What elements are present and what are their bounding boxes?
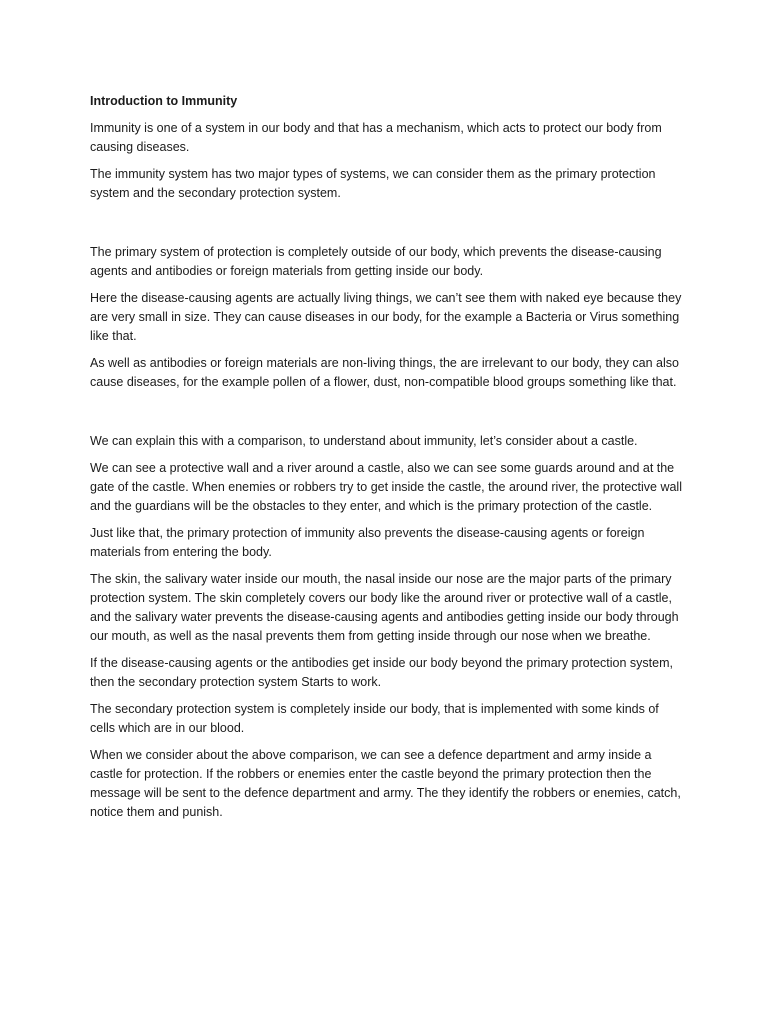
section-spacer <box>90 400 682 432</box>
paragraph: When we consider about the above comparison, we can see a defence department and army inside a castle for protection. If the robbers or enemies enter the castle beyond the primary protection then the message will be sent to the defence department and army. The they identify the robbers or enemies, catch, notice them and punish. <box>90 748 681 819</box>
paragraph: The immunity system has two major types of systems, we can consider them as the primary protection system and the secondary protection system. <box>90 167 656 200</box>
paragraph: If the disease-causing agents or the antibodies get inside our body beyond the primary protection system, then the secondary protection system Starts to work. <box>90 656 673 689</box>
paragraph: Immunity is one of a system in our body and that has a mechanism, which acts to protect our body from causing diseases. <box>90 121 662 154</box>
paragraph: As well as antibodies or foreign materials are non-living things, the are irrelevant to our body, they can also cause diseases, for the example pollen of a flower, dust, non-compatible blood groups something like that. <box>90 356 679 389</box>
paragraph: The primary system of protection is completely outside of our body, which prevents the disease-causing agents and antibodies or foreign materials from getting inside our body. <box>90 245 662 278</box>
paragraph: The secondary protection system is completely inside our body, that is implemented with some kinds of cells which are in our blood. <box>90 702 659 735</box>
paragraph: We can explain this with a comparison, to understand about immunity, let’s consider about a castle. <box>90 434 638 448</box>
paragraph: We can see a protective wall and a river around a castle, also we can see some guards around and at the gate of the castle. When enemies or robbers try to get inside the castle, the around river, the protective wall and the guardians will be the obstacles to they enter, and which is the primary protection of the castle. <box>90 461 682 513</box>
paragraph: Here the disease-causing agents are actually living things, we can’t see them with naked eye because they are very small in size. They can cause diseases in our body, for the example a Bacteria or Virus something like that. <box>90 291 682 343</box>
paragraph: The skin, the salivary water inside our mouth, the nasal inside our nose are the major parts of the primary protection system. The skin completely covers our body like the around river or protective wall of a castle, and the salivary water prevents the disease-causing agents and antibodies getting inside our body through our mouth, as well as the nasal prevents them from getting inside through our nose when we breathe. <box>90 572 679 643</box>
section-spacer <box>90 211 682 243</box>
document-title: Introduction to Immunity <box>90 94 238 108</box>
paragraph: Just like that, the primary protection of immunity also prevents the disease-causing agents or foreign materials from entering the body. <box>90 526 645 559</box>
